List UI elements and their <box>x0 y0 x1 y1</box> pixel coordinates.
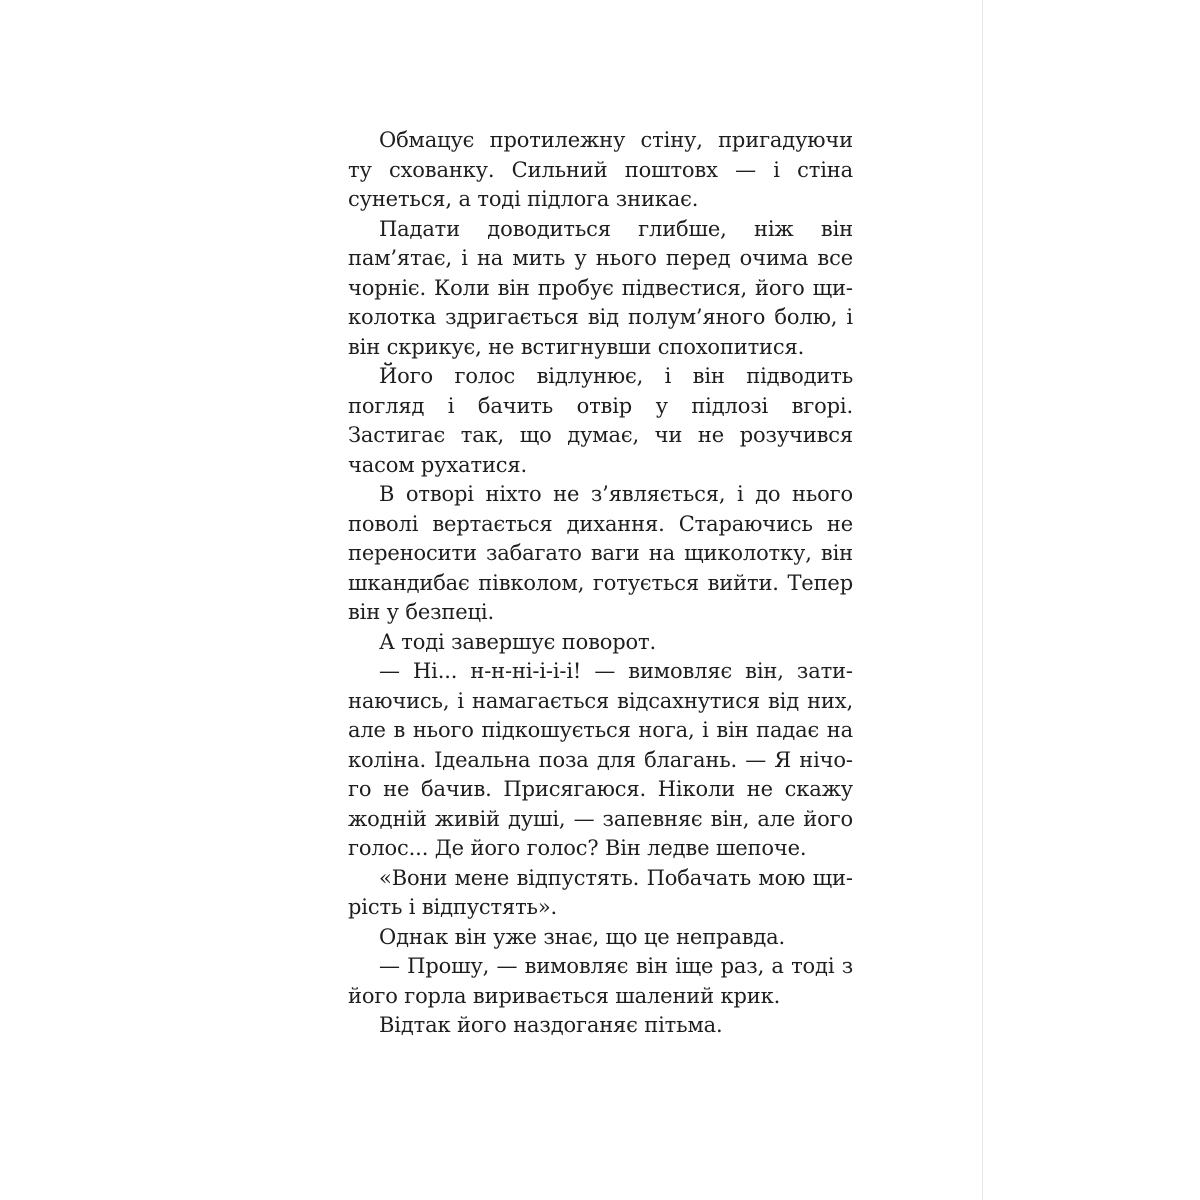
paragraph: Падати доводиться глибше, ніж він пам’ятає, і на мить у нього перед очима все чорніє. Коли він пробує підвестися, його щиколотка здригається від полум’яного болю, і він скрикує, не встигнувши спохопитися. <box>348 216 853 359</box>
paragraph: — Прошу, — вимовляє він іще раз, а тоді з його горла виривається шалений крик. <box>348 954 853 1008</box>
paragraph: В отворі ніхто не з’являється, і до нього поволі вертається дихання. Стараючись не переносити забагато ваги на щиколотку, він шкандибає півколом, готується вийти. Тепер він у безпеці. <box>348 482 853 624</box>
paragraph: А тоді завершує поворот. <box>379 629 657 654</box>
paragraph: «Вони мене відпустять. Побачать мою щирість і відпустять». <box>348 865 853 919</box>
paragraph: Його голос відлунює, і він підводить погляд і бачить отвір у підлозі вгорі. Застигає так, що думає, чи не розучився часом рухатися. <box>348 364 853 477</box>
paragraph: Однак він уже знає, що це неправда. <box>379 924 786 949</box>
paragraph: — Ні... н-н-ні-і-і-і! — вимовляє він, затинаючись, і намагається відсахнутися від них, але в нього підкошується нога, і він падає на коліна. Ідеальна поза для благань. — Я нічого не бачив. Присягаюся. Ніколи не скажу жодній живій душі, — запевняє він, але його голос... Де його голос? Він ледве шепоче. <box>348 659 853 860</box>
page-body-text <box>348 126 853 1041</box>
paragraph: Обмацує протилежну стіну, пригадуючи ту схованку. Сильний поштовх — і стіна сунеться, а тоді підлога зникає. <box>348 128 853 211</box>
paragraph: Відтак його наздоганяє пітьма. <box>379 1013 723 1037</box>
